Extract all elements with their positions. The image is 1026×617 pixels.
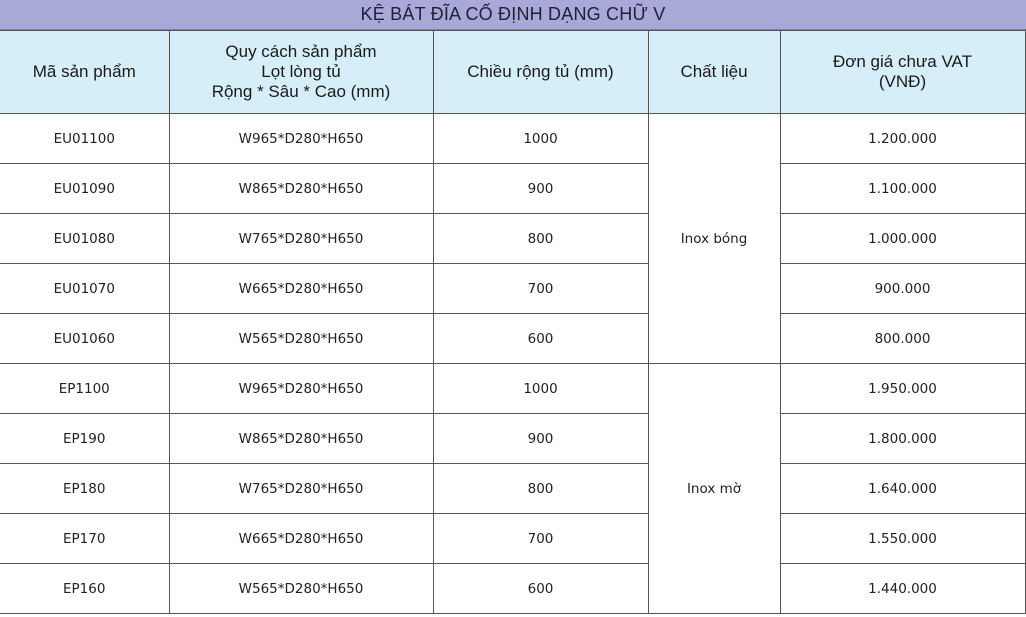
table-row: [0, 514, 1025, 564]
cell-width: 800: [433, 464, 648, 514]
cell-code: EP180: [0, 464, 169, 514]
header-spec-line1: Quy cách sản phẩm: [225, 42, 377, 61]
table-row: [0, 214, 1025, 264]
table-row: [0, 264, 1025, 314]
header-spec-line2: Lọt lòng tủ: [261, 62, 341, 81]
header-price-line1: Đơn giá chưa VAT: [832, 52, 973, 71]
cell-price: 1.640.000: [780, 464, 1025, 514]
cell-spec: W665*D280*H650: [169, 264, 433, 314]
cell-code: EU01100: [0, 114, 169, 164]
cell-price: 1.440.000: [780, 564, 1025, 614]
header-width: Chiều rộng tủ (mm): [433, 31, 648, 114]
cell-spec: W565*D280*H650: [169, 314, 433, 364]
cell-price: 800.000: [780, 314, 1025, 364]
cell-spec: W765*D280*H650: [169, 464, 433, 514]
cell-width: 900: [433, 414, 648, 464]
cell-price: 1.200.000: [780, 114, 1025, 164]
page-title: KỆ BÁT ĐĨA CỐ ĐỊNH DẠNG CHỮ V: [0, 0, 1026, 30]
table-row: [0, 114, 1025, 164]
cell-spec: W665*D280*H650: [169, 514, 433, 564]
cell-price: 1.000.000: [780, 214, 1025, 264]
cell-code: EU01060: [0, 314, 169, 364]
cell-price: 1.550.000: [780, 514, 1025, 564]
cell-material: Inox bóng: [648, 114, 780, 364]
cell-spec: W565*D280*H650: [169, 564, 433, 614]
cell-spec: W965*D280*H650: [169, 364, 433, 414]
cell-width: 900: [433, 164, 648, 214]
table-row: [0, 464, 1025, 514]
cell-code: EP170: [0, 514, 169, 564]
product-table: [0, 30, 1026, 614]
cell-spec: W865*D280*H650: [169, 414, 433, 464]
table-row: [0, 364, 1025, 414]
header-row: [0, 31, 1025, 114]
cell-code: EP190: [0, 414, 169, 464]
cell-width: 1000: [433, 364, 648, 414]
header-material: Chất liệu: [648, 31, 780, 114]
cell-spec: W965*D280*H650: [169, 114, 433, 164]
cell-code: EU01070: [0, 264, 169, 314]
cell-spec: W865*D280*H650: [169, 164, 433, 214]
header-spec: [169, 31, 433, 114]
cell-code: EU01090: [0, 164, 169, 214]
cell-width: 700: [433, 264, 648, 314]
cell-width: 600: [433, 564, 648, 614]
cell-width: 700: [433, 514, 648, 564]
cell-price: 1.950.000: [780, 364, 1025, 414]
cell-material: Inox mờ: [648, 364, 780, 614]
cell-code: EP1100: [0, 364, 169, 414]
table-row: [0, 564, 1025, 614]
cell-price: 1.100.000: [780, 164, 1025, 214]
table-row: [0, 414, 1025, 464]
header-code: Mã sản phẩm: [0, 31, 169, 114]
cell-code: EP160: [0, 564, 169, 614]
cell-price: 900.000: [780, 264, 1025, 314]
cell-width: 600: [433, 314, 648, 364]
header-spec-line3: Rộng * Sâu * Cao (mm): [211, 82, 391, 101]
cell-code: EU01080: [0, 214, 169, 264]
table-row: [0, 164, 1025, 214]
table-row: [0, 314, 1025, 364]
header-price: [780, 31, 1025, 114]
cell-price: 1.800.000: [780, 414, 1025, 464]
header-price-line2: (VNĐ): [878, 72, 927, 91]
cell-width: 800: [433, 214, 648, 264]
cell-width: 1000: [433, 114, 648, 164]
cell-spec: W765*D280*H650: [169, 214, 433, 264]
